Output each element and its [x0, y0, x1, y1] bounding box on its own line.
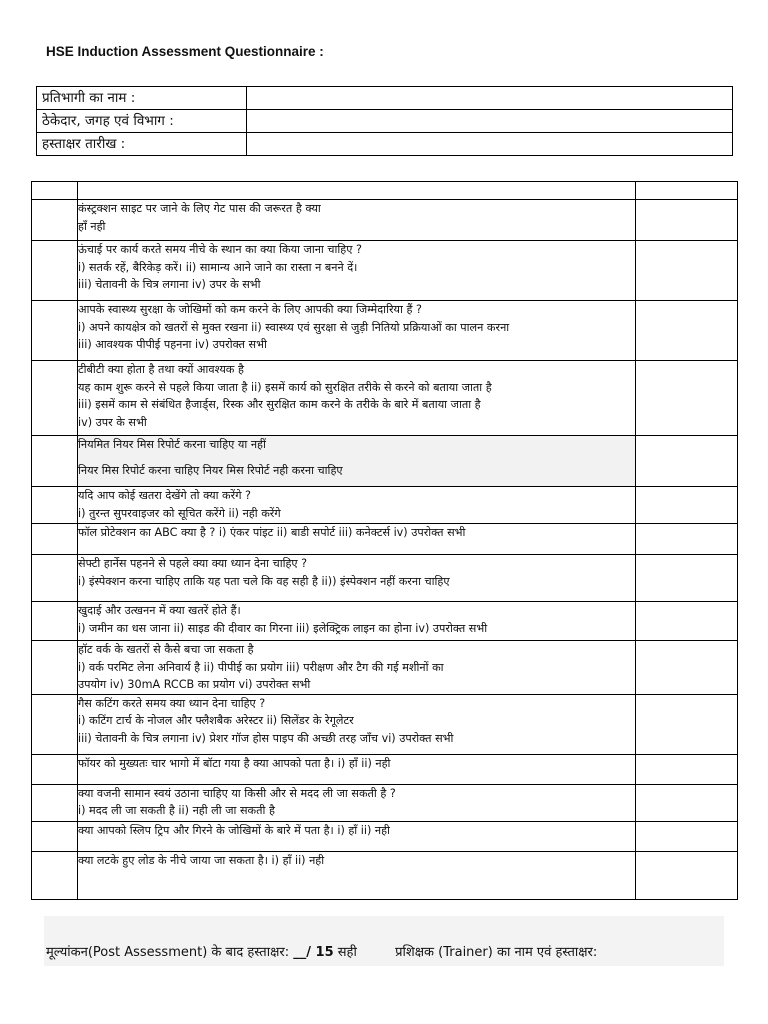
question-row [32, 524, 738, 555]
question-row [32, 754, 738, 784]
question-row [32, 361, 738, 436]
question-row [32, 436, 738, 487]
question-row [32, 200, 738, 241]
signature-date-field[interactable] [247, 133, 733, 156]
answer-cell[interactable] [636, 436, 738, 487]
question-row [32, 555, 738, 602]
question-text: क्या आपको स्लिप ट्रिप और गिरने के जोखिमों के बारे में पता है। i) हाँ ii) नही [78, 823, 390, 837]
answer-option-line: i) कटिंग टार्च के नोजल और फ्लैशबैक अरेस्टर ii) सिलेंडर के रेगूलेटर [78, 714, 354, 727]
question-row [32, 301, 738, 361]
answer-option-line: हाँ नही [78, 219, 106, 233]
score-suffix: सही [337, 945, 357, 960]
answer-option-line: iii) चेतावनी के चित्र लगाना iv) उपर के सभी [78, 278, 261, 291]
header-number-cell [32, 182, 78, 200]
table-header-row [32, 182, 738, 200]
question-number-cell [32, 361, 78, 436]
question-text: फॉल प्रोटेक्शन का ABC क्या है ? i) एंकर पांइट ii) बाडी सपोर्ट iii) कनेक्टर्स iv) उपरोक्त सभी [78, 526, 466, 539]
question-number-cell [32, 487, 78, 524]
question-number-cell [32, 602, 78, 641]
question-row [32, 851, 738, 899]
post-assessment-signature-label: मूल्यांकन(Post Assessment) के बाद हस्ताक्षर: [46, 945, 290, 960]
question-number-cell [32, 821, 78, 851]
question-text: यदि आप कोई खतरा देखेंगे तो क्या करेंगे ? [78, 489, 251, 502]
question-number-cell [32, 200, 78, 241]
question-number-cell [32, 641, 78, 695]
question-row [32, 241, 738, 301]
question-text-cell [78, 241, 636, 301]
answer-option-line: यह काम शुरू करने से पहले किया जाता है ii) इसमें कार्य को सुरक्षित तरीके से करने को बताया जाता है [78, 380, 492, 394]
contractor-location-label: ठेकेदार, जगह एवं विभाग : [37, 110, 247, 133]
question-text-cell [78, 641, 636, 695]
participant-name-label: प्रतिभागी का नाम : [37, 87, 247, 110]
question-text-cell [78, 436, 636, 487]
answer-cell[interactable] [636, 241, 738, 301]
question-text: क्या वजनी सामान स्वयं उठाना चाहिए या किसी और से मदद ली जा सकती है ? [78, 786, 396, 800]
answer-option-line: i) वर्क परमिट लेना अनिवार्य है ii) पीपीई का प्रयोग iii) परीक्षण और टैग की गई मशीनों का [78, 660, 444, 674]
header-question-cell [78, 182, 636, 200]
answer-option-line: iii) चेतावनी के चित्र लगाना iv) प्रेशर गॉज होस पाइप की अच्छी तरह जाँच vi) उपरोक्त सभी [78, 731, 454, 745]
footer-signature-line [46, 942, 597, 960]
answer-cell[interactable] [636, 524, 738, 555]
answer-option-line: iii) इसमें काम से संबंधित हैजार्ड्स, रिस्क और सुरक्षित काम करने के तरीके के बारे में बताया जाता है [78, 398, 481, 411]
question-text-cell [78, 821, 636, 851]
question-row [32, 821, 738, 851]
answer-option-line: iii) आवश्यक पीपीई पहनना iv) उपरोक्त सभी [78, 338, 267, 351]
question-text-cell [78, 200, 636, 241]
question-text-cell [78, 754, 636, 784]
question-number-cell [32, 851, 78, 899]
question-text: क्या लटके हुए लोड के नीचे जाया जा सकता है। i) हाँ ii) नही [78, 853, 325, 867]
answer-cell[interactable] [636, 694, 738, 754]
question-row [32, 694, 738, 754]
answer-option-line: i) अपने कायक्षेत्र को खतरों से मुक्त रखना ii) स्वास्थ्य एवं सुरक्षा से जुड़ी नितियो प्रक्रियाओं का पालन करना [78, 320, 510, 334]
answer-cell[interactable] [636, 851, 738, 899]
header-answer-cell [636, 182, 738, 200]
question-text: आपके स्वास्थ्य सुरक्षा के जोखिमों को कम करने के लिए आपकी क्या जिम्मेदारिया हैं ? [78, 303, 422, 316]
answer-cell[interactable] [636, 301, 738, 361]
question-text: गैस कटिंग करते समय क्या ध्यान देना चाहिए ? [78, 696, 266, 710]
question-row [32, 602, 738, 641]
answer-cell[interactable] [636, 821, 738, 851]
question-text: टीबीटी क्या होता है तथा क्यों आवश्यक है [78, 363, 244, 376]
answer-option-line [78, 454, 635, 462]
question-number-cell [32, 555, 78, 602]
answer-cell[interactable] [636, 641, 738, 695]
question-text-cell [78, 524, 636, 555]
answer-cell[interactable] [636, 200, 738, 241]
question-number-cell [32, 301, 78, 361]
question-text: नियमित नियर मिस रिपोर्ट करना चाहिए या नहीं [78, 438, 266, 451]
question-text-cell [78, 301, 636, 361]
question-text: फॉयर को मुख्यतः चार भागो में बॉटा गया है क्या आपको पता है। i) हॉं ii) नही [78, 756, 391, 770]
question-text-cell [78, 694, 636, 754]
question-number-cell [32, 241, 78, 301]
participant-name-field[interactable] [247, 87, 733, 110]
answer-cell[interactable] [636, 555, 738, 602]
question-text-cell [78, 361, 636, 436]
question-text: कंस्ट्रक्शन साइट पर जाने के लिए गेट पास की जरूरत है क्या [78, 202, 321, 215]
questionnaire-table [31, 181, 738, 900]
answer-option-line: i) तुरन्त सुपरवाइजर को सूचित करेंगे ii) नही करेंगे [78, 506, 281, 520]
question-text-cell [78, 555, 636, 602]
question-row [32, 641, 738, 695]
answer-option-line: नियर मिस रिपोर्ट करना चाहिए नियर मिस रिपोर्ट नही करना चाहिए [78, 463, 343, 477]
answer-option-line: i) जमीन का धस जाना ii) साइड की दीवार का गिरना iii) इलेक्ट्रिक लाइन का होना iv) उपरोक्त सभी [78, 621, 488, 635]
signature-date-label: हस्ताक्षर तारीख : [37, 133, 247, 156]
info-row-contractor [37, 110, 733, 133]
page-title: HSE Induction Assessment Questionnaire : [46, 44, 324, 59]
question-text-cell [78, 602, 636, 641]
answer-cell[interactable] [636, 487, 738, 524]
question-text: खुदाई और उत्खनन में क्या खतरें होते हैं। [78, 604, 241, 617]
question-number-cell [32, 436, 78, 487]
info-row-signature [37, 133, 733, 156]
answer-cell[interactable] [636, 754, 738, 784]
question-text: हॉट वर्क के खतरों से कैसे बचा जा सकता है [78, 643, 254, 656]
question-number-cell [32, 754, 78, 784]
question-text-cell [78, 784, 636, 821]
question-row [32, 487, 738, 524]
info-row-name [37, 87, 733, 110]
answer-cell[interactable] [636, 602, 738, 641]
participant-info-table [36, 86, 733, 156]
question-text: ऊंचाई पर कार्य करते समय नीचे के स्थान का क्या किया जाना चाहिए ? [78, 243, 362, 256]
trainer-signature-label: प्रशिक्षक (Trainer) का नाम एवं हस्ताक्षर: [395, 945, 598, 960]
score-blank[interactable]: __/ 15 [293, 945, 334, 960]
answer-option-line: i) सतर्क रहें, बैरिकेड़ करें। ii) सामान्य आने जाने का रास्ता न बनने दें। [78, 260, 358, 274]
question-number-cell [32, 524, 78, 555]
question-text-cell [78, 487, 636, 524]
question-number-cell [32, 694, 78, 754]
answer-option-line: i) मदद ली जा सकती है ii) नही ली जा सकती है [78, 804, 275, 817]
answer-cell[interactable] [636, 784, 738, 821]
answer-cell[interactable] [636, 361, 738, 436]
question-text-cell [78, 851, 636, 899]
contractor-location-field[interactable] [247, 110, 733, 133]
answer-option-line: उपयोग iv) 30mA RCCB का प्रयोग vi) उपरोक्त सभी [78, 678, 311, 691]
answer-option-line: i) इंस्पेक्शन करना चाहिए ताकि यह पता चले कि वह सही है ii)) इंस्पेक्शन नहीं करना चाहिए [78, 574, 450, 588]
question-text: सेफ्टी हार्नेस पहनने से पहले क्या क्या ध्यान देना चाहिए ? [78, 557, 308, 570]
answer-option-line: iv) उपर के सभी [78, 415, 147, 429]
question-number-cell [32, 784, 78, 821]
question-row [32, 784, 738, 821]
